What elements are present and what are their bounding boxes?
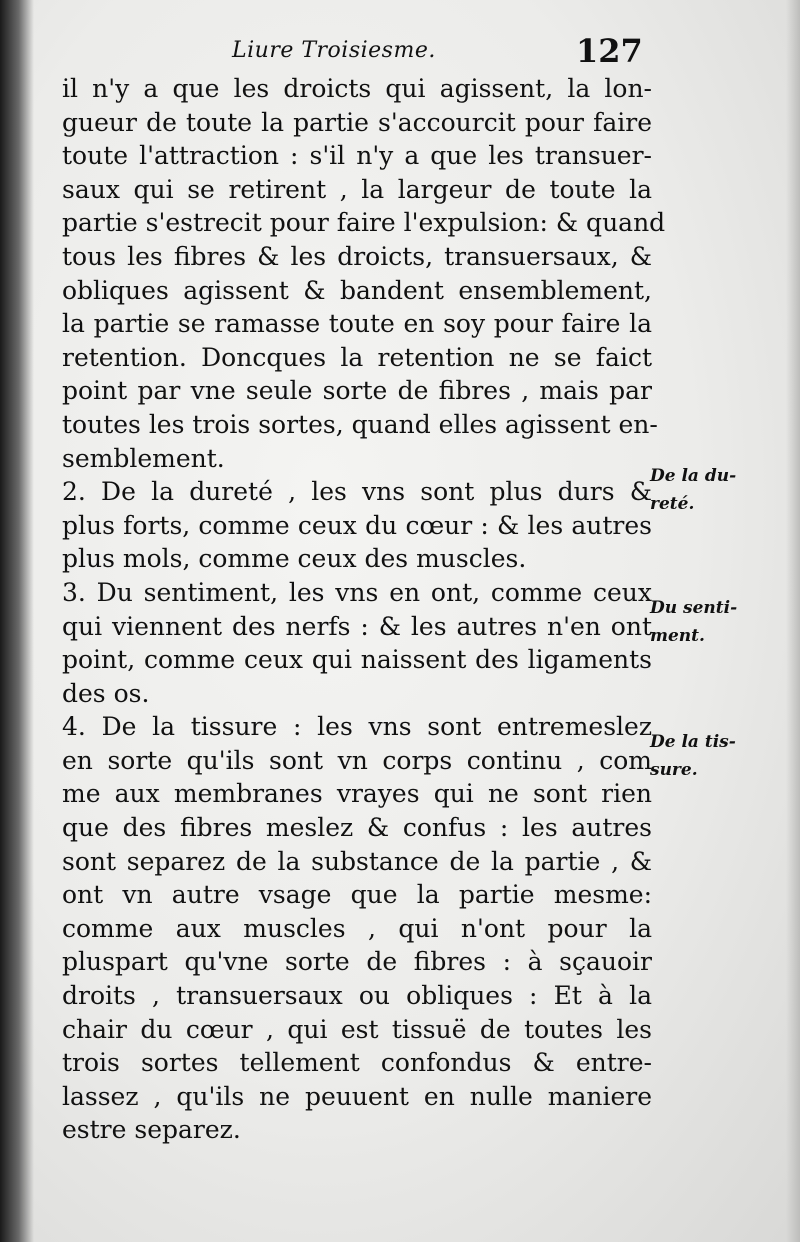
margin-note-line: reté. xyxy=(650,494,695,514)
text-line: 4. De la tissure : les vns sont entremeslez xyxy=(62,712,652,742)
text-line: lassez , qu'ils ne peuuent en nulle maniere xyxy=(62,1081,652,1111)
text-line: qui viennent des nerfs : & les autres n'en ont xyxy=(62,611,652,641)
page-number: 127 xyxy=(576,32,643,70)
margin-note-sentiment xyxy=(650,594,760,650)
text-line: saux qui se retirent , la largeur de toute la xyxy=(62,174,652,204)
text-line: estre separez. xyxy=(62,1115,241,1145)
text-line: trois sortes tellement confondus & entre- xyxy=(62,1048,652,1078)
running-head: Liure Troisiesme. xyxy=(232,38,436,63)
margin-note-line: De la du- xyxy=(650,466,737,486)
text-line: plus forts, comme ceux du cœur : & les autres xyxy=(62,510,652,540)
text-line: point, comme ceux qui naissent des ligaments xyxy=(62,645,652,675)
margin-note-line: De la tis- xyxy=(650,732,736,752)
text-line: droits , transuersaux ou obliques : Et à la xyxy=(62,981,652,1011)
margin-note-line: Du senti- xyxy=(650,598,738,618)
page-header xyxy=(60,32,660,72)
text-line: que des fibres meslez & confus : les autres xyxy=(62,813,652,843)
margin-note-line: ment. xyxy=(650,626,705,646)
text-line: gueur de toute la partie s'accourcit pour faire xyxy=(62,107,652,137)
margin-note-line: sure. xyxy=(650,760,698,780)
text-line: en sorte qu'ils sont vn corps continu , com xyxy=(62,745,652,775)
text-line: pluspart qu'vne sorte de fibres : à sçauoir xyxy=(62,947,652,977)
text-line: la partie se ramasse toute en soy pour faire la xyxy=(62,309,652,339)
text-line: me aux membranes vrayes qui ne sont rien xyxy=(62,779,652,809)
text-line: toutes les trois sortes, quand elles agissent en- xyxy=(62,409,658,439)
page-edge xyxy=(786,0,800,1242)
margin-note-tissure xyxy=(650,728,760,784)
text-line: il n'y a que les droicts qui agissent, la lon- xyxy=(62,74,652,103)
body-text xyxy=(62,72,666,1147)
text-line: ont vn autre vsage que la partie mesme: xyxy=(62,880,652,910)
text-line: partie s'estrecit pour faire l'expulsion: & quand xyxy=(62,208,666,238)
text-line: tous les fibres & les droicts, transuersaux, & xyxy=(62,241,652,271)
text-line: semblement. xyxy=(62,443,225,473)
text-line: toute l'attraction : s'il n'y a que les transuer- xyxy=(62,141,652,171)
margin-note-durete xyxy=(650,462,760,518)
text-line: obliques agissent & bandent ensemblement, xyxy=(62,275,652,305)
text-line: plus mols, comme ceux des muscles. xyxy=(62,544,527,574)
text-line: chair du cœur , qui est tissuë de toutes les xyxy=(62,1014,652,1044)
text-line: sont separez de la substance de la partie , & xyxy=(62,846,652,876)
text-line: 2. De la dureté , les vns sont plus durs & xyxy=(62,477,652,507)
text-line: retention. Doncques la retention ne se faict xyxy=(62,342,652,372)
text-line: point par vne seule sorte de fibres , mais par xyxy=(62,376,652,406)
page-gutter-shadow xyxy=(0,0,34,1242)
text-line: des os. xyxy=(62,678,150,708)
text-line: 3. Du sentiment, les vns en ont, comme ceux xyxy=(62,577,652,607)
text-line: comme aux muscles , qui n'ont pour la xyxy=(62,913,652,943)
